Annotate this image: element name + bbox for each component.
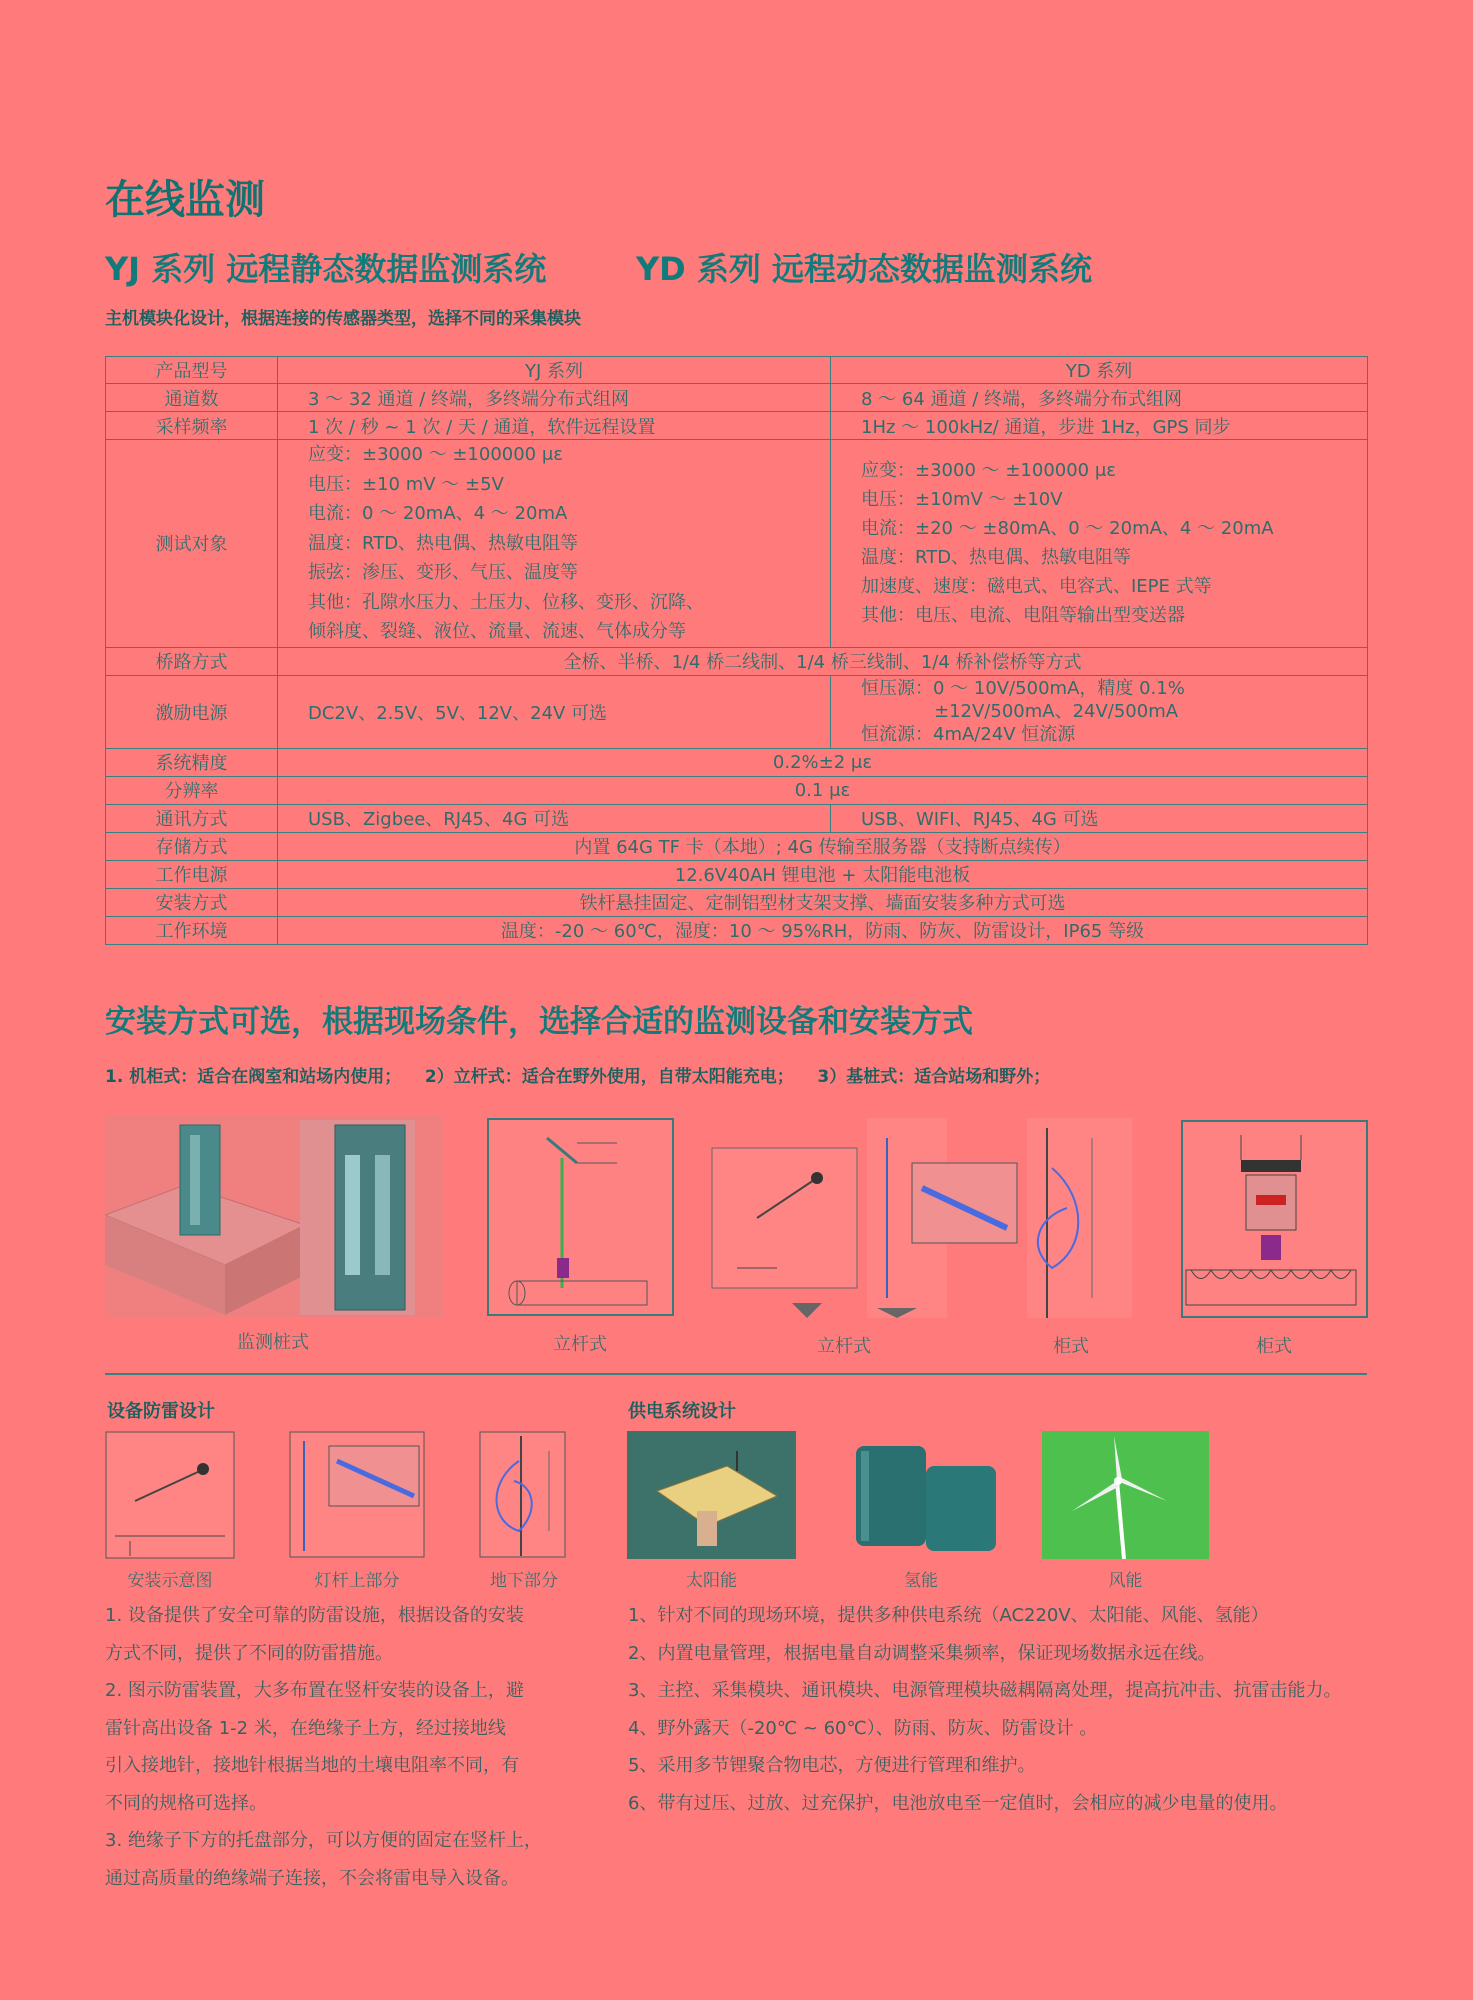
- caption-pole-top: 灯杆上部分: [314, 1571, 400, 1591]
- cell-storage: 内置 64G TF 卡（本地）; 4G 传输至服务器（支持断点续传）: [278, 832, 1368, 860]
- caption-cabinet-2: 柜式: [1256, 1336, 1292, 1357]
- caption-hydrogen: 氢能: [904, 1571, 938, 1591]
- table-row: [106, 412, 1368, 440]
- objects-yd-line: 其他：电压、电流、电阻等输出型变送器: [861, 605, 1185, 627]
- pile-type-illustration: [105, 1115, 443, 1317]
- row-label-channels: 通道数: [106, 384, 278, 412]
- wind-image: [1042, 1431, 1209, 1559]
- header-yj: YJ 系列: [278, 357, 831, 384]
- cell-yd-sampling: 1Hz ～ 100kHz/ 通道，步进 1Hz，GPS 同步: [831, 412, 1368, 440]
- row-label-resolution: 分辨率: [106, 776, 278, 804]
- install-diagram-image: [105, 1431, 235, 1559]
- table-row: [106, 888, 1368, 916]
- supply-item: 3、主控、采集模块、通讯模块、电源管理模块磁耦隔离处理，提高抗冲击、抗雷击能力。: [628, 1680, 1342, 1701]
- cell-yj-sampling: 1 次 / 秒 ~ 1 次 / 天 / 通道，软件远程设置: [278, 412, 831, 440]
- caption-solar: 太阳能: [686, 1571, 737, 1591]
- lightning-line: 2. 图示防雷装置，大多布置在竖杆安装的设备上，避: [105, 1680, 524, 1701]
- row-label-bridge: 桥路方式: [106, 647, 278, 675]
- objects-yj-line: 电压：±10 mV ～ ±5V: [308, 473, 504, 495]
- supply-item: 1、针对不同的现场环境，提供多种供电系统（AC220V、太阳能、风能、氢能）: [628, 1605, 1269, 1626]
- header-model: 产品型号: [106, 357, 278, 384]
- table-row: [106, 675, 1368, 748]
- cell-accuracy: 0.2%±2 με: [278, 748, 1368, 776]
- objects-yj-line: 其他：孔隙水压力、土压力、位移、变形、沉降、: [308, 591, 704, 613]
- lightning-title: 设备防雷设计: [107, 1401, 215, 1422]
- row-label-mount: 安装方式: [106, 888, 278, 916]
- supply-title: 供电系统设计: [628, 1401, 736, 1422]
- underground-image: [479, 1431, 566, 1558]
- objects-yd-line: 加速度、速度：磁电式、电容式、IEPE 式等: [861, 576, 1212, 598]
- objects-yj-line: 倾斜度、裂缝、液位、流量、流速、气体成分等: [308, 621, 686, 642]
- cell-yj-excitation: DC2V、2.5V、5V、12V、24V 可选: [278, 675, 831, 748]
- caption-cabinet-1: 柜式: [1053, 1336, 1089, 1357]
- objects-yj-line: 温度：RTD、热电偶、热敏电阻等: [308, 532, 579, 554]
- caption-pole-2: 立杆式: [817, 1336, 871, 1357]
- cell-yj-channels: 3 ～ 32 通道 / 终端，多终端分布式组网: [278, 384, 831, 412]
- lightning-line: 方式不同，提供了不同的防雷措施。: [105, 1642, 393, 1664]
- lightning-line: 不同的规格可选择。: [105, 1792, 267, 1814]
- pole-type-parts: [707, 1118, 1137, 1320]
- caption-pole-1: 立杆式: [553, 1334, 607, 1355]
- table-header-row: [106, 357, 1368, 384]
- row-label-sampling: 采样频率: [106, 412, 278, 440]
- cell-env: 温度：-20 ～ 60℃，湿度：10 ～ 95%RH，防雨、防灰、防雷设计，IP65 等级: [278, 916, 1368, 944]
- caption-underground: 地下部分: [490, 1571, 558, 1591]
- row-label-accuracy: 系统精度: [106, 748, 278, 776]
- cell-resolution: 0.1 με: [278, 776, 1368, 804]
- section-divider: [105, 1373, 1367, 1375]
- row-label-objects: 测试对象: [106, 440, 278, 648]
- table-row: [106, 860, 1368, 888]
- series-yj-title: YJ 系列 远程静态数据监测系统: [105, 250, 547, 288]
- install-options: 1. 机柜式：适合在阀室和站场内使用； 2）立杆式：适合在野外使用，自带太阳能充电； 3）基桩式：适合站场和野外；: [105, 1067, 1051, 1087]
- caption-pile: 监测桩式: [237, 1332, 309, 1353]
- objects-yd-line: 温度：RTD、热电偶、热敏电阻等: [861, 547, 1132, 569]
- row-label-excitation: 激励电源: [106, 675, 278, 748]
- objects-yd-line: 电流：±20 ～ ±80mA、0 ～ 20mA、4 ～ 20mA: [861, 518, 1274, 540]
- cell-yd-excitation: [831, 675, 1368, 748]
- excitation-yd-line: 恒流源：4mA/24V 恒流源: [861, 724, 1076, 745]
- cell-yd-comm: USB、WIFI、RJ45、4G 可选: [831, 804, 1368, 832]
- objects-yj-line: 应变：±3000 ～ ±100000 με: [308, 444, 564, 465]
- supply-item: 5、采用多节锂聚合物电芯，方便进行管理和维护。: [628, 1755, 1036, 1776]
- table-row: [106, 916, 1368, 944]
- lightning-line: 通过高质量的绝缘端子连接，不会将雷电导入设备。: [105, 1867, 519, 1889]
- objects-yj-line: 电流：0 ～ 20mA、4 ～ 20mA: [308, 503, 568, 524]
- row-label-power: 工作电源: [106, 860, 278, 888]
- pole-top-image: [289, 1431, 425, 1558]
- page-title: 在线监测: [105, 177, 265, 223]
- objects-yj-line: 振弦：渗压、变形、气压、温度等: [308, 562, 578, 583]
- cell-bridge: 全桥、半桥、1/4 桥二线制、1/4 桥三线制、1/4 桥补偿桥等方式: [278, 647, 1368, 675]
- cell-yd-objects: [831, 440, 1368, 648]
- install-title: 安装方式可选，根据现场条件，选择合适的监测设备和安装方式: [105, 1004, 973, 1040]
- hydrogen-image: [851, 1441, 1001, 1555]
- table-row: [106, 776, 1368, 804]
- supply-items: [628, 1597, 1368, 1822]
- row-label-comm: 通讯方式: [106, 804, 278, 832]
- table-row: [106, 748, 1368, 776]
- solar-image: [627, 1431, 796, 1559]
- row-label-storage: 存储方式: [106, 832, 278, 860]
- table-row: [106, 832, 1368, 860]
- lightning-paragraphs: [105, 1597, 625, 1897]
- cell-yj-comm: USB、Zigbee、RJ45、4G 可选: [278, 804, 831, 832]
- caption-wind: 风能: [1108, 1571, 1143, 1591]
- supply-item: 4、野外露天（-20℃ ~ 60℃）、防雨、防灰、防雷设计 。: [628, 1717, 1098, 1739]
- pole-type-diagram: [487, 1118, 674, 1316]
- lightning-line: 3. 绝缘子下方的托盘部分，可以方便的固定在竖杆上，: [105, 1830, 542, 1851]
- cell-mount: 铁杆悬挂固定、定制铝型材支架支撑、墙面安装多种方式可选: [278, 888, 1368, 916]
- table-row: [106, 804, 1368, 832]
- supply-item: 6、带有过压、过放、过充保护，电池放电至一定值时，会相应的减少电量的使用。: [628, 1792, 1288, 1814]
- excitation-yd-line: 恒压源：0 ～ 10V/500mA，精度 0.1%: [861, 678, 1185, 699]
- lightning-line: 1. 设备提供了安全可靠的防雷设施，根据设备的安装: [105, 1605, 524, 1626]
- module-note: 主机模块化设计，根据连接的传感器类型，选择不同的采集模块: [105, 309, 581, 329]
- objects-yd-line: 电压：±10mV ～ ±10V: [861, 489, 1063, 511]
- cell-yd-channels: 8 ～ 64 通道 / 终端，多终端分布式组网: [831, 384, 1368, 412]
- objects-yd-line: 应变：±3000 ～ ±100000 με: [861, 460, 1117, 482]
- spec-table: [105, 356, 1368, 945]
- caption-install-diagram: 安装示意图: [127, 1571, 213, 1591]
- cell-power: 12.6V40AH 锂电池 + 太阳能电池板: [278, 860, 1368, 888]
- cabinet-type-diagram: [1181, 1120, 1368, 1318]
- cell-yj-objects: [278, 440, 831, 648]
- series-yd-title: YD 系列 远程动态数据监测系统: [636, 250, 1093, 288]
- header-yd: YD 系列: [831, 357, 1368, 384]
- lightning-line: 引入接地针，接地针根据当地的土壤电阻率不同，有: [105, 1755, 519, 1776]
- supply-item: 2、内置电量管理，根据电量自动调整采集频率，保证现场数据永远在线。: [628, 1642, 1216, 1664]
- excitation-yd-line: ±12V/500mA、24V/500mA: [934, 701, 1179, 722]
- row-label-env: 工作环境: [106, 916, 278, 944]
- lightning-line: 雷针高出设备 1-2 米，在绝缘子上方，经过接地线: [105, 1717, 506, 1739]
- table-row: [106, 647, 1368, 675]
- table-row: [106, 440, 1368, 648]
- table-row: [106, 384, 1368, 412]
